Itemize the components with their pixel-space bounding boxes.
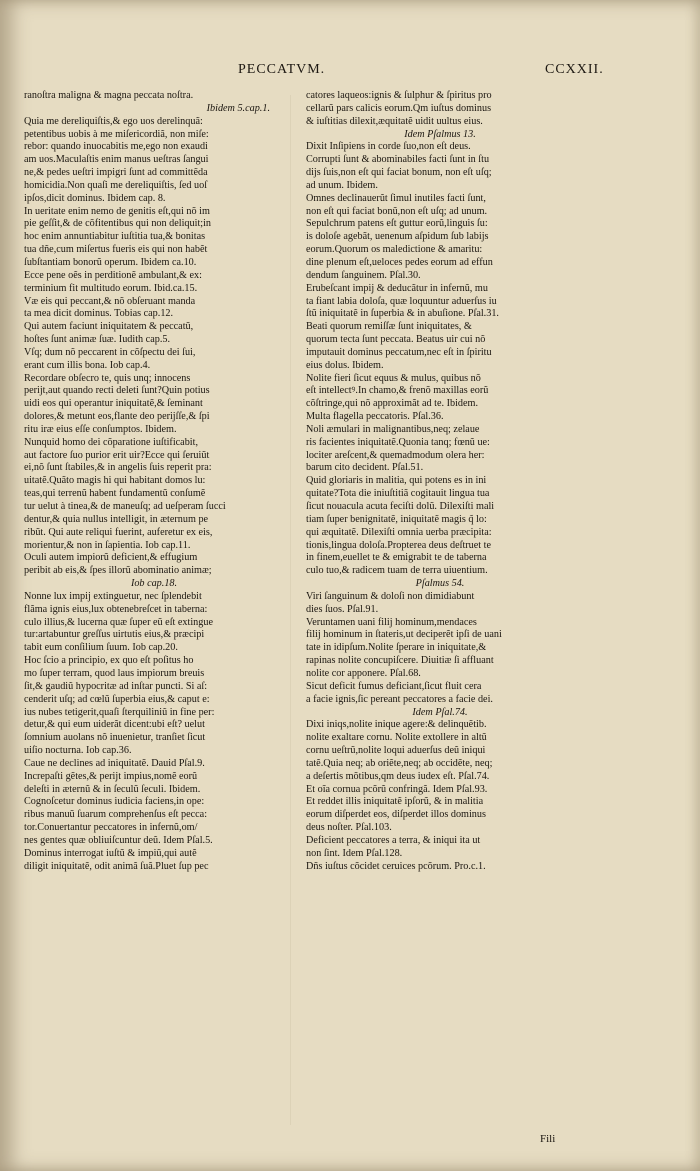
text-line: perijt,aut quando recti deleti ſunt?Quin potius: [24, 385, 210, 397]
text-line: deus noſter. Pſal.103.: [306, 822, 392, 834]
text-line: hoc enim annuntiabitur iuſtitia tua,& bonitas: [24, 231, 206, 243]
text-line: Corrupti ſunt & abominabiles facti ſunt in ſtu: [306, 154, 490, 166]
text-line: quorum tecta ſunt peccata. Beatus uir cui nõ: [306, 334, 486, 346]
text-line: deleſti in æternũ & in ſeculũ ſeculi. Ibidem.: [24, 783, 201, 795]
text-line: Beati quorum remiſſæ ſunt iniquitates, &: [306, 321, 472, 333]
text-line: erant cum illis bona. Iob cap.4.: [24, 359, 151, 371]
text-line: ſit,& gaudiũ hypocritæ ad inſtar puncti. Si aſ:: [24, 680, 208, 692]
text-line: eſt intellectꝰ.In chamo,& frenõ maxillas eorũ: [306, 385, 489, 397]
text-line: teas,qui terrenũ habent fundamentũ conſumẽ: [24, 488, 206, 500]
text-line: a facie ignis,ſic pereant peccatores a facie dei.: [306, 693, 493, 705]
text-line: tate in idipſum.Nolite ſperare in iniquitate,&: [306, 642, 487, 654]
text-line: am uos.Maculaſtis enim manus ueſtras ſangui: [24, 154, 209, 166]
text-line: lociter areſcent,& quemadmodum olera her:: [306, 449, 485, 461]
text-line: catores laqueos:ignis & ſulphur & ſpiritus pro: [306, 90, 492, 101]
text-line: homicidia.Non quaſi me dereliquiſtis, ſed uoſ: [24, 179, 208, 191]
text-line: ne,& pedes ueſtri impigri ſunt ad committẽda: [24, 167, 208, 179]
text-line: dendum ſanguinem. Pſal.30.: [306, 269, 421, 281]
text-line: Dixi iniqs,nolite inique agere:& delinquẽtib.: [306, 719, 487, 731]
text-line: Multa flagella peccatoris. Pſal.36.: [306, 411, 444, 423]
text-line: tor.Conuertantur peccatores in infernũ,om/: [24, 822, 198, 834]
text-line: Sicut deficit fumus deficiant,ſicut fluit cera: [306, 680, 482, 692]
text-line: dentur,& quia nullus intelligit, in æternum pe: [24, 513, 209, 525]
text-line: Quid gloriaris in malitia, qui potens es in ini: [306, 475, 487, 487]
text-line: barum cito decident. Pſal.51.: [306, 462, 424, 474]
text-line: Hoc ſcio a principio, ex quo eſt poſitus ho: [24, 655, 194, 667]
text-line: diligit iniquitatẽ, odit animã ſuã.Pluet ſup pec: [24, 860, 209, 872]
text-line: flãma ignis eius,lux obtenebreſcet in taberna:: [24, 603, 208, 615]
text-line: Nonne lux impij extinguetur, nec ſplendebit: [24, 590, 202, 602]
text-line: Et reddet illis iniquitatẽ ipſorũ, & in malitia: [306, 796, 484, 808]
text-line: Omnes declinauerũt ſimul inutiles facti ſunt,: [306, 192, 486, 204]
text-line: rebor: quando inuocabitis me,ego non exaudi: [24, 141, 208, 153]
text-line: eorum diſperdet eos, diſperdet illos dominus: [306, 809, 486, 821]
text-line: Veruntamen uani filij hominum,mendaces: [306, 616, 477, 628]
text-line: dolores,& metunt eos,flante deo perijſſe,& ſpi: [24, 411, 210, 423]
text-line: quitate?Tota die iniuſtitiã cogitauit lingua tua: [306, 488, 490, 500]
text-line: uiſio nocturna. Iob cap.36.: [24, 745, 132, 757]
text-line: ritu iræ eius eſſe conſumptos. Ibidem.: [24, 423, 177, 435]
text-line: Erubeſcant impij & deducãtur in infernũ, mu: [306, 282, 488, 294]
text-line: In ueritate enim nemo de genitis eſt,qui nõ im: [24, 205, 210, 217]
right-text-column: [306, 90, 574, 873]
text-line: a deſertis mõtibus,qm deus iudex eſt. Pſal.74.: [306, 770, 490, 782]
text-line: ſomnium auolans nõ inuenietur, tranſiet ſicut: [24, 732, 206, 744]
text-line: Ibidem 5.cap.1.: [206, 102, 270, 114]
text-line: cenderit uſq; ad cœlũ ſuperbia eius,& caput e:: [24, 693, 210, 705]
text-line: ranoſtra maligna & magna peccata noſtra.: [24, 90, 194, 101]
text-line: ipſos,dicit dominus. Ibidem cap. 8.: [24, 192, 166, 204]
text-line: Qui autem faciunt iniquitatem & peccatũ,: [24, 321, 194, 333]
text-line: Sepulchrum patens eſt guttur eorũ,linguis ſu:: [306, 218, 488, 230]
text-line: ſicut nouacula acuta feciſti dolũ. Dilexiſti mali: [306, 501, 495, 512]
text-line: dine plenum eſt,ueloces pedes eorum ad effun: [306, 256, 493, 268]
text-line: ei,nõ ſunt ſtabiles,& in angelis ſuis reperit pra:: [24, 462, 212, 474]
text-line: ris facientes iniquitatẽ.Quonia tanq; fœnũ ue:: [306, 436, 490, 448]
text-line: ta fiant labia doloſa, quæ loquuntur aduerſus iu: [306, 295, 497, 307]
text-line: Quia me dereliquiſtis,& ego uos derelinquã:: [24, 115, 203, 127]
text-line: Caue ne declines ad iniquitatẽ. Dauid Pſal.9.: [24, 757, 205, 769]
text-line: aut factore ſuo purior erit uir?Ecce qui ſeruiũt: [24, 449, 210, 461]
column-gutter: [290, 95, 291, 1125]
text-line: cõſtringe,qui nõ approximãt ad te. Ibidem.: [306, 398, 479, 410]
text-line: Et oĩa cornua pcõrũ confringã. Idem Pſal.93.: [306, 783, 488, 795]
text-line: uidi eos qui operantur iniquitatẽ,& ſeminant: [24, 398, 203, 410]
text-line: dies ſuos. Pſal.91.: [306, 603, 379, 615]
text-line: nes gentes quæ obliuiſcuntur deũ. Idem Pſal.5.: [24, 834, 213, 846]
text-line: Oculi autem impiorũ deficient,& effugium: [24, 552, 198, 564]
text-line: Iob cap.18.: [130, 578, 178, 590]
text-line: uitatẽ.Quãto magis hi qui habitant domos lu:: [24, 475, 206, 487]
text-line: Idem Pſalmus 13.: [404, 128, 476, 140]
text-line: Deficient peccatores a terra, & iniqui ita ut: [306, 834, 481, 846]
text-line: eius dolus. Ibidem.: [306, 359, 384, 371]
text-line: ſtũ iniquitatẽ in ſuperbia & in abuſione. Pſal.31.: [306, 308, 499, 320]
text-line: qui æquitatẽ. Dilexiſti omnia uerba præcipita:: [306, 526, 492, 538]
text-line: ius nubes tetigerit,quaſi ſterquiliniũ in fine per:: [24, 706, 215, 718]
left-text-column: [24, 90, 284, 873]
text-line: Viri ſanguinum & doloſi non dimidiabunt: [306, 590, 475, 602]
text-line: tur uelut à tinea,& de maneuſq; ad ueſperam ſucci: [24, 501, 226, 512]
text-line: Dñs iuſtus cõcidet ceruices pcõrum. Pro.c.1.: [306, 860, 486, 872]
running-title: PECCATVM.: [238, 62, 326, 77]
text-line: rapinas nolite concupiſcere. Diuitiæ ſi affluant: [306, 655, 494, 667]
text-line: Vſq; dum nõ peccarent in cõſpectu dei ſui,: [24, 346, 196, 358]
text-line: Increpaſti gẽtes,& perijt impius,nomẽ eorũ: [24, 770, 198, 782]
text-line: tatẽ.Quia neq; ab oriẽte,neq; ab occidẽte, neq;: [306, 757, 493, 769]
text-line: ta mea dicit dominus. Tobias cap.12.: [24, 308, 174, 320]
text-line: ribũt. Qui aute reliqui fuerint, auferetur ex eis,: [24, 526, 213, 538]
text-line: in finem,euellet te & emigrabit te de taberna: [306, 552, 487, 564]
text-line: Cognoſcetur dominus iudicia faciens,in ope:: [24, 796, 205, 808]
text-line: terminium fit multitudo eorum. Ibid.ca.15.: [24, 282, 198, 294]
text-line: eorum.Quorum os maledictione & amaritu:: [306, 244, 483, 256]
text-line: cornu ueſtrũ,nolite loqui aduerſus deũ iniqui: [306, 745, 486, 757]
text-line: morientur,& non in ſapientia. Iob cap.11.: [24, 539, 191, 551]
text-line: tabit eum conſilium ſuum. Iob cap.20.: [24, 642, 178, 654]
text-line: & iuſtitias dilexit,æquitatẽ uidit uultus eius.: [306, 115, 483, 127]
text-line: nolite exaltare cornu. Nolite extollere in altũ: [306, 732, 487, 744]
text-line: imputauit dominus peccatum,nec eſt in ſpiritu: [306, 346, 492, 358]
text-line: peribit ab eis,& ſpes illorũ abominatio animæ;: [24, 565, 212, 577]
text-line: filij hominum in ſtateris,ut deciperẽt ipſi de uani: [306, 629, 502, 641]
text-line: Noli æmulari in malignantibus,neq; zelaue: [306, 423, 480, 435]
text-line: ſubſtantiam bonorũ operum. Ibidem ca.10.: [24, 256, 197, 268]
catchword: Fili: [540, 1133, 556, 1145]
text-line: Pſalmus 54.: [415, 578, 465, 590]
text-line: culo tuo,& radicem tuam de terra uiuentium.: [306, 565, 488, 577]
text-line: Nunquid homo dei cõparatione iuſtificabit,: [24, 436, 198, 448]
text-line: ad unum. Ibidem.: [306, 179, 378, 191]
text-line: is doloſe agebãt, uenenum aſpidum ſub labijs: [306, 231, 489, 243]
folio-number: CCXXII.: [545, 62, 604, 77]
text-line: tur:artabuntur greſſus uirtutis eius,& præcipi: [24, 629, 205, 641]
text-line: nolite cor apponere. Pſal.68.: [306, 667, 421, 679]
text-line: Dixit Inſipiens in corde ſuo,non eſt deus.: [306, 141, 471, 153]
text-line: Idem Pſal.74.: [412, 706, 468, 718]
text-line: culo illius,& lucerna quæ ſuper eũ eſt extingue: [24, 616, 213, 628]
text-line: ribus manuũ ſuarum comprehenſus eſt pecca:: [24, 809, 208, 821]
text-line: tionis,lingua doloſa.Propterea deus deſtruet te: [306, 539, 492, 551]
text-line: Ecce pene oẽs in perditionẽ ambulant,& ex:: [24, 269, 202, 281]
text-line: Nolite fieri ſicut equus & mulus, quibus nõ: [306, 372, 481, 384]
text-line: detur,& qui eum uiderãt dicent:ubi eſt? uelut: [24, 719, 205, 731]
text-line: Recordare obſecro te, quis unq; innocens: [24, 372, 191, 384]
text-line: pie geſſit,& de cõfitentibus qui non deliquit;in: [24, 218, 212, 230]
text-line: Dominus interrogat iuſtũ & impiũ,qui autẽ: [24, 847, 197, 859]
text-line: mo ſuper terram, quod laus impiorum breuis: [24, 667, 205, 679]
text-line: Væ eis qui peccant,& nõ obſeruant manda: [24, 295, 196, 307]
text-line: non ſint. Idem Pſal.128.: [306, 847, 403, 859]
text-line: dijs ſuis,non eſt qui faciat bonum, non eſt uſq;: [306, 167, 492, 179]
text-line: hoſtes ſunt animæ ſuæ. Iudith cap.5.: [24, 334, 171, 346]
text-line: petentibus uobis à me miſericordiã, non miſe:: [24, 128, 209, 140]
text-line: tiam ſuper benignitatẽ, iniquitatẽ magis q̃ lo:: [306, 513, 487, 525]
text-line: tua dñe,cum miſertus fueris eis qui non habẽt: [24, 244, 208, 256]
text-line: non eſt qui faciat bonũ,non eſt uſq; ad unum.: [306, 205, 488, 217]
text-line: cellarũ pars calicis eorum.Qm iuſtus dominus: [306, 102, 492, 114]
page-header: [0, 62, 700, 86]
